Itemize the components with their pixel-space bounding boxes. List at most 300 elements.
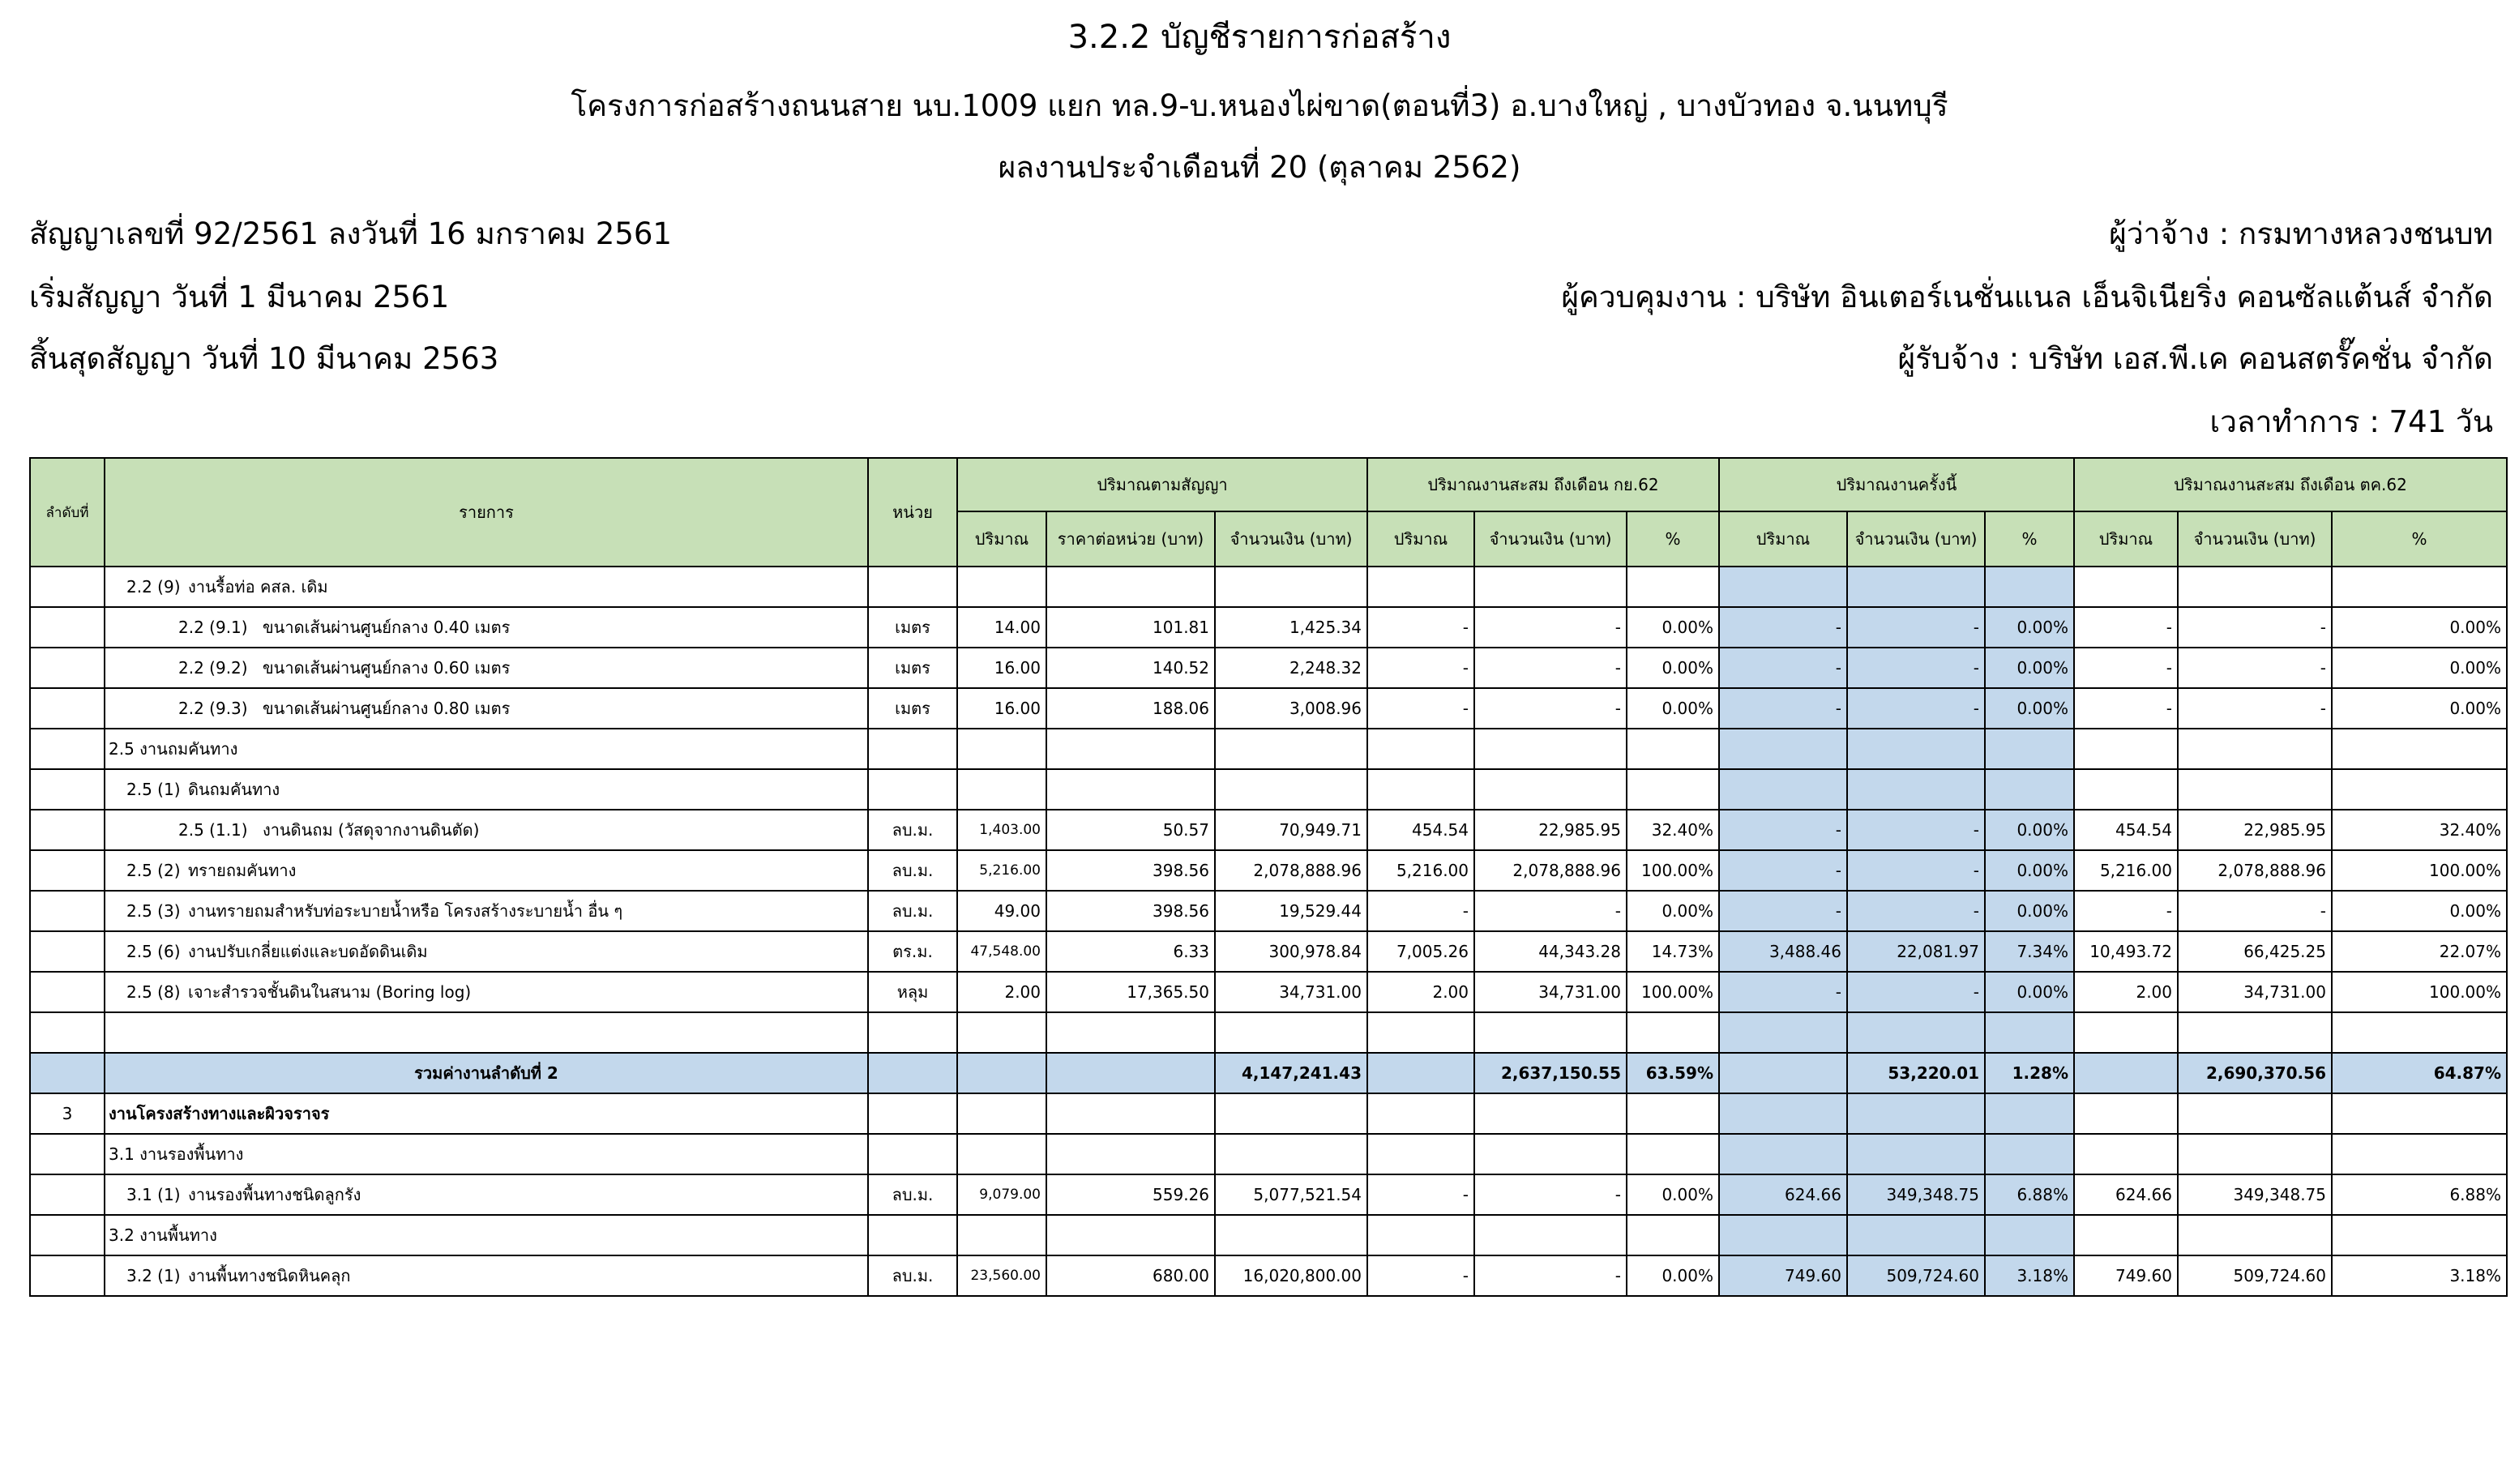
item-code: 2.2 (9)	[126, 577, 181, 597]
item-text: งานทรายถมสำหรับท่อระบายน้ำหรือ โครงสร้างระบายน้ำ อื่น ๆ	[188, 901, 623, 921]
c-amt-cell	[1216, 770, 1368, 810]
row-number	[29, 851, 105, 892]
c-amt-cell: 70,949.71	[1216, 810, 1368, 851]
item-text: ทรายถมคันทาง	[188, 861, 297, 880]
c-amt-cell	[1216, 1135, 1368, 1175]
n-qty-cell: 749.60	[1720, 1256, 1848, 1297]
c-qty-cell	[958, 1216, 1047, 1256]
n-amt-cell: 509,724.60	[1848, 1256, 1986, 1297]
s-amt-cell: -	[2179, 648, 2333, 689]
n-amt-cell	[1848, 1013, 1986, 1054]
row-number	[29, 810, 105, 851]
unit-cell: เมตร	[869, 689, 958, 729]
row-number	[29, 1175, 105, 1216]
unit-cell: ตร.ม.	[869, 932, 958, 973]
n-qty-cell: -	[1720, 689, 1848, 729]
item-text: งานดินถม (วัสดุจากงานดินตัด)	[263, 820, 480, 840]
n-pct-cell	[1986, 770, 2075, 810]
s-pct-cell	[2333, 1013, 2508, 1054]
item-code: 3.1 (1)	[126, 1185, 181, 1204]
header-qty: ปริมาณ	[2075, 512, 2179, 567]
item-text: เจาะสำรวจชั้นดินในสนาม (Boring log)	[188, 982, 472, 1002]
n-qty-cell	[1720, 1013, 1848, 1054]
item-text: ดินถมคันทาง	[188, 780, 280, 799]
p-qty-cell: -	[1368, 1256, 1475, 1297]
item-description	[105, 648, 869, 689]
unit-cell: เมตร	[869, 608, 958, 648]
header-amount: จำนวนเงิน (บาท)	[1848, 512, 1986, 567]
document-title: 3.2.2 บัญชีรายการก่อสร้าง	[1067, 19, 1452, 56]
header-no: ลำดับที่	[29, 457, 105, 567]
p-qty-cell	[1368, 1216, 1475, 1256]
project-title: โครงการก่อสร้างถนนสาย นบ.1009 แยก ทล.9-บ.หนองไผ่ขาด(ตอนที่3) อ.บางใหญ่ , บางบัวทอง จ.นนทบุรี	[571, 88, 1948, 123]
row-number	[29, 648, 105, 689]
n-pct-cell: 0.00%	[1986, 892, 2075, 932]
header-pct: %	[1627, 512, 1720, 567]
n-amt-cell: -	[1848, 608, 1986, 648]
s-qty-cell: 454.54	[2075, 810, 2179, 851]
n-pct-cell	[1986, 1094, 2075, 1135]
item-text: 3.1 งานรองพื้นทาง	[109, 1144, 244, 1164]
header-amount: จำนวนเงิน (บาท)	[2179, 512, 2333, 567]
n-amt-cell: 22,081.97	[1848, 932, 1986, 973]
working-duration: เวลาทำการ : 741 วัน	[2209, 404, 2493, 439]
supervisor: ผู้ควบคุมงาน : บริษัท อินเตอร์เนชั่นแนล เอ็นจิเนียริ่ง คอนซัลแต้นส์ จำกัด	[1561, 280, 2493, 314]
n-amt-cell	[1848, 1216, 1986, 1256]
item-description	[105, 1135, 869, 1175]
n-amt-cell: -	[1848, 689, 1986, 729]
s-pct-cell	[2333, 1216, 2508, 1256]
n-pct-cell: 0.00%	[1986, 973, 2075, 1013]
header-pct: %	[1986, 512, 2075, 567]
contract-number: สัญญาเลขที่ 92/2561 ลงวันที่ 16 มกราคม 2561	[29, 216, 672, 251]
p-qty-cell	[1368, 567, 1475, 608]
n-amt-cell: -	[1848, 973, 1986, 1013]
row-number	[29, 1256, 105, 1297]
employer: ผู้ว่าจ้าง : กรมทางหลวงชนบท	[2109, 216, 2493, 251]
row-number	[29, 973, 105, 1013]
c-price-cell: 680.00	[1047, 1256, 1216, 1297]
p-pct-cell: 100.00%	[1627, 851, 1720, 892]
s-amt-cell	[2179, 1216, 2333, 1256]
c-price-cell	[1047, 1013, 1216, 1054]
n-pct-cell: 0.00%	[1986, 648, 2075, 689]
header-qty: ปริมาณ	[958, 512, 1047, 567]
item-description	[105, 851, 869, 892]
c-qty-cell: 14.00	[958, 608, 1047, 648]
unit-cell	[869, 1094, 958, 1135]
c-amt-cell	[1216, 567, 1368, 608]
n-qty-cell: 3,488.46	[1720, 932, 1848, 973]
s-pct-cell: 0.00%	[2333, 892, 2508, 932]
s-amt-cell	[2179, 567, 2333, 608]
item-description	[105, 892, 869, 932]
item-description	[105, 729, 869, 770]
p-amt-cell: 22,985.95	[1475, 810, 1627, 851]
header-pct: %	[2333, 512, 2508, 567]
header-unit: หน่วย	[869, 457, 958, 567]
p-pct-cell: 32.40%	[1627, 810, 1720, 851]
item-description	[105, 689, 869, 729]
s-qty-cell: 624.66	[2075, 1175, 2179, 1216]
c-price-cell: 188.06	[1047, 689, 1216, 729]
s-qty-cell: 749.60	[2075, 1256, 2179, 1297]
unit-cell: ลบ.ม.	[869, 1175, 958, 1216]
c-price-cell	[1047, 770, 1216, 810]
p-pct-cell: 0.00%	[1627, 608, 1720, 648]
item-description	[105, 608, 869, 648]
p-amt-cell	[1475, 1135, 1627, 1175]
p-amt-cell: -	[1475, 648, 1627, 689]
s-qty-cell	[2075, 770, 2179, 810]
c-qty-cell	[958, 567, 1047, 608]
n-amt-cell: -	[1848, 892, 1986, 932]
item-code: 2.5 (8)	[126, 982, 181, 1002]
n-amt-cell	[1848, 1135, 1986, 1175]
n-qty-cell	[1720, 770, 1848, 810]
s-pct-cell: 32.40%	[2333, 810, 2508, 851]
p-amt-cell	[1475, 1013, 1627, 1054]
s-amt-cell: 34,731.00	[2179, 973, 2333, 1013]
unit-cell	[869, 729, 958, 770]
s-amt-cell: -	[2179, 689, 2333, 729]
p-pct-cell	[1627, 1135, 1720, 1175]
unit-cell	[869, 567, 958, 608]
n-amt-cell	[1848, 567, 1986, 608]
c-amt-cell: 2,248.32	[1216, 648, 1368, 689]
s-pct-cell: 6.88%	[2333, 1175, 2508, 1216]
s-qty-cell: 2.00	[2075, 973, 2179, 1013]
item-code: 2.5 (2)	[126, 861, 181, 880]
c-amt-cell: 5,077,521.54	[1216, 1175, 1368, 1216]
p-pct-cell: 100.00%	[1627, 973, 1720, 1013]
item-description	[105, 567, 869, 608]
header-amount: จำนวนเงิน (บาท)	[1475, 512, 1627, 567]
item-description	[105, 1175, 869, 1216]
p-amt-cell: -	[1475, 892, 1627, 932]
n-pct-cell: 6.88%	[1986, 1175, 2075, 1216]
p-qty-cell: -	[1368, 1175, 1475, 1216]
item-code: 2.2 (9.1)	[178, 618, 248, 637]
item-code: 3.2 (1)	[126, 1266, 181, 1285]
c-qty-cell	[958, 1135, 1047, 1175]
p-pct-cell: 0.00%	[1627, 1175, 1720, 1216]
c-amt-cell: 16,020,800.00	[1216, 1256, 1368, 1297]
item-text: งานพื้นทางชนิดหินคลุก	[188, 1266, 351, 1285]
item-description	[105, 1256, 869, 1297]
s-qty-cell: -	[2075, 689, 2179, 729]
contract-start: เริ่มสัญญา วันที่ 1 มีนาคม 2561	[29, 280, 450, 314]
row-number	[29, 608, 105, 648]
c-qty-cell: 2.00	[958, 973, 1047, 1013]
subtotal-s-amt: 2,690,370.56	[2179, 1054, 2333, 1094]
n-qty-cell: -	[1720, 973, 1848, 1013]
p-qty-cell: 2.00	[1368, 973, 1475, 1013]
unit-cell	[869, 1216, 958, 1256]
item-description	[105, 810, 869, 851]
c-price-cell: 101.81	[1047, 608, 1216, 648]
row-number	[29, 1216, 105, 1256]
c-qty-cell: 47,548.00	[958, 932, 1047, 973]
s-amt-cell	[2179, 1135, 2333, 1175]
item-text: งานปรับเกลี่ยแต่งและบดอัดดินเดิม	[188, 942, 428, 961]
p-qty-cell	[1368, 1135, 1475, 1175]
s-amt-cell: 349,348.75	[2179, 1175, 2333, 1216]
n-amt-cell	[1848, 729, 1986, 770]
p-pct-cell	[1627, 567, 1720, 608]
c-price-cell	[1047, 1216, 1216, 1256]
subtotal-empty	[1720, 1054, 1848, 1094]
c-amt-cell: 34,731.00	[1216, 973, 1368, 1013]
s-pct-cell	[2333, 1135, 2508, 1175]
n-pct-cell	[1986, 567, 2075, 608]
item-text: 2.5 งานถมคันทาง	[109, 739, 238, 759]
item-code: 2.5 (3)	[126, 901, 181, 921]
s-qty-cell: 5,216.00	[2075, 851, 2179, 892]
item-description	[105, 1216, 869, 1256]
row-number	[29, 1135, 105, 1175]
row-number: 3	[29, 1094, 105, 1135]
c-amt-cell: 1,425.34	[1216, 608, 1368, 648]
n-qty-cell: -	[1720, 810, 1848, 851]
item-text: ขนาดเส้นผ่านศูนย์กลาง 0.60 เมตร	[263, 658, 511, 678]
subtotal-empty	[1368, 1054, 1475, 1094]
unit-cell	[869, 1013, 958, 1054]
header-cumulative-group: ปริมาณงานสะสม ถึงเดือน ตค.62	[2075, 457, 2508, 512]
s-amt-cell: -	[2179, 608, 2333, 648]
n-qty-cell	[1720, 1094, 1848, 1135]
c-price-cell: 398.56	[1047, 892, 1216, 932]
c-price-cell	[1047, 1135, 1216, 1175]
item-code: 2.5 (1.1)	[178, 820, 248, 840]
n-pct-cell: 0.00%	[1986, 851, 2075, 892]
report-period: ผลงานประจำเดือนที่ 20 (ตุลาคม 2562)	[998, 150, 1521, 185]
item-text: งานรองพื้นทางชนิดลูกรัง	[188, 1185, 361, 1204]
subtotal-n-amt: 53,220.01	[1848, 1054, 1986, 1094]
subtotal-s-pct: 64.87%	[2333, 1054, 2508, 1094]
n-qty-cell	[1720, 1135, 1848, 1175]
header-qty: ปริมาณ	[1720, 512, 1848, 567]
p-pct-cell: 0.00%	[1627, 648, 1720, 689]
s-pct-cell: 100.00%	[2333, 851, 2508, 892]
row-number	[29, 689, 105, 729]
p-amt-cell: -	[1475, 608, 1627, 648]
s-amt-cell	[2179, 770, 2333, 810]
s-qty-cell	[2075, 1013, 2179, 1054]
subtotal-p-pct: 63.59%	[1627, 1054, 1720, 1094]
n-pct-cell: 0.00%	[1986, 689, 2075, 729]
c-price-cell: 140.52	[1047, 648, 1216, 689]
item-text: 3.2 งานพื้นทาง	[109, 1225, 217, 1245]
n-qty-cell	[1720, 729, 1848, 770]
subtotal-p-amt: 2,637,150.55	[1475, 1054, 1627, 1094]
s-qty-cell	[2075, 1135, 2179, 1175]
header-previous-group: ปริมาณงานสะสม ถึงเดือน กย.62	[1368, 457, 1720, 512]
p-qty-cell: -	[1368, 689, 1475, 729]
p-pct-cell	[1627, 1013, 1720, 1054]
unit-cell: หลุม	[869, 973, 958, 1013]
c-amt-cell: 2,078,888.96	[1216, 851, 1368, 892]
c-price-cell: 6.33	[1047, 932, 1216, 973]
item-description	[105, 1013, 869, 1054]
p-pct-cell: 0.00%	[1627, 1256, 1720, 1297]
c-qty-cell: 16.00	[958, 648, 1047, 689]
s-pct-cell	[2333, 1094, 2508, 1135]
p-amt-cell	[1475, 729, 1627, 770]
s-pct-cell: 100.00%	[2333, 973, 2508, 1013]
c-amt-cell: 300,978.84	[1216, 932, 1368, 973]
item-code: 2.2 (9.3)	[178, 699, 248, 718]
unit-cell: ลบ.ม.	[869, 851, 958, 892]
s-amt-cell: 22,985.95	[2179, 810, 2333, 851]
row-number	[29, 567, 105, 608]
p-pct-cell: 0.00%	[1627, 689, 1720, 729]
item-description	[105, 932, 869, 973]
s-qty-cell: -	[2075, 648, 2179, 689]
item-description	[105, 770, 869, 810]
s-qty-cell: 10,493.72	[2075, 932, 2179, 973]
subtotal-empty	[958, 1054, 1047, 1094]
p-qty-cell: -	[1368, 608, 1475, 648]
c-price-cell: 50.57	[1047, 810, 1216, 851]
n-qty-cell: -	[1720, 648, 1848, 689]
s-pct-cell	[2333, 729, 2508, 770]
s-amt-cell: 66,425.25	[2179, 932, 2333, 973]
s-pct-cell: 22.07%	[2333, 932, 2508, 973]
p-pct-cell	[1627, 1094, 1720, 1135]
p-amt-cell	[1475, 1094, 1627, 1135]
subtotal-empty	[1047, 1054, 1216, 1094]
unit-cell: เมตร	[869, 648, 958, 689]
p-qty-cell	[1368, 729, 1475, 770]
s-qty-cell	[2075, 1094, 2179, 1135]
unit-cell	[869, 770, 958, 810]
n-pct-cell	[1986, 1216, 2075, 1256]
p-amt-cell: -	[1475, 689, 1627, 729]
p-amt-cell: -	[1475, 1256, 1627, 1297]
c-qty-cell	[958, 1094, 1047, 1135]
unit-cell	[869, 1135, 958, 1175]
c-amt-cell	[1216, 1094, 1368, 1135]
n-pct-cell: 0.00%	[1986, 608, 2075, 648]
row-number	[29, 729, 105, 770]
header-contract-group: ปริมาณตามสัญญา	[958, 457, 1368, 512]
s-amt-cell	[2179, 1094, 2333, 1135]
c-price-cell: 17,365.50	[1047, 973, 1216, 1013]
contract-end: สิ้นสุดสัญญา วันที่ 10 มีนาคม 2563	[29, 341, 499, 376]
subtotal-label: รวมค่างานลำดับที่ 2	[105, 1054, 869, 1094]
c-amt-cell: 3,008.96	[1216, 689, 1368, 729]
item-code: 2.5 (1)	[126, 780, 181, 799]
c-price-cell	[1047, 729, 1216, 770]
s-qty-cell	[2075, 1216, 2179, 1256]
s-pct-cell: 0.00%	[2333, 648, 2508, 689]
p-amt-cell	[1475, 1216, 1627, 1256]
s-amt-cell: -	[2179, 892, 2333, 932]
contractor: ผู้รับจ้าง : บริษัท เอส.พี.เค คอนสตรั๊คชั่น จำกัด	[1897, 341, 2493, 376]
header-current-group: ปริมาณงานครั้งนี้	[1720, 457, 2075, 512]
p-pct-cell	[1627, 770, 1720, 810]
p-amt-cell: 2,078,888.96	[1475, 851, 1627, 892]
p-amt-cell	[1475, 567, 1627, 608]
subtotal-n-pct: 1.28%	[1986, 1054, 2075, 1094]
c-qty-cell	[958, 1013, 1047, 1054]
row-number	[29, 932, 105, 973]
p-qty-cell	[1368, 770, 1475, 810]
p-pct-cell	[1627, 729, 1720, 770]
subtotal-unit	[869, 1054, 958, 1094]
s-pct-cell	[2333, 770, 2508, 810]
unit-cell: ลบ.ม.	[869, 1256, 958, 1297]
s-pct-cell: 0.00%	[2333, 689, 2508, 729]
n-amt-cell: 349,348.75	[1848, 1175, 1986, 1216]
s-pct-cell: 3.18%	[2333, 1256, 2508, 1297]
header-item: รายการ	[105, 457, 869, 567]
n-qty-cell	[1720, 1216, 1848, 1256]
p-qty-cell: -	[1368, 648, 1475, 689]
row-number	[29, 892, 105, 932]
s-amt-cell: 509,724.60	[2179, 1256, 2333, 1297]
row-number	[29, 1013, 105, 1054]
n-amt-cell: -	[1848, 810, 1986, 851]
c-amt-cell	[1216, 1013, 1368, 1054]
c-qty-cell	[958, 770, 1047, 810]
p-pct-cell: 14.73%	[1627, 932, 1720, 973]
c-price-cell	[1047, 567, 1216, 608]
item-text: งานรื้อท่อ คสล. เดิม	[188, 577, 328, 597]
c-price-cell: 398.56	[1047, 851, 1216, 892]
n-qty-cell: 624.66	[1720, 1175, 1848, 1216]
unit-cell: ลบ.ม.	[869, 810, 958, 851]
n-qty-cell: -	[1720, 608, 1848, 648]
n-pct-cell	[1986, 1135, 2075, 1175]
p-qty-cell	[1368, 1013, 1475, 1054]
n-pct-cell: 0.00%	[1986, 810, 2075, 851]
p-pct-cell: 0.00%	[1627, 892, 1720, 932]
item-code: 2.2 (9.2)	[178, 658, 248, 678]
p-qty-cell	[1368, 1094, 1475, 1135]
c-qty-cell: 49.00	[958, 892, 1047, 932]
n-qty-cell	[1720, 567, 1848, 608]
subtotal-c-amt: 4,147,241.43	[1216, 1054, 1368, 1094]
s-pct-cell	[2333, 567, 2508, 608]
c-qty-cell: 9,079.00	[958, 1175, 1047, 1216]
n-amt-cell	[1848, 1094, 1986, 1135]
p-pct-cell	[1627, 1216, 1720, 1256]
n-amt-cell: -	[1848, 851, 1986, 892]
p-qty-cell: 7,005.26	[1368, 932, 1475, 973]
unit-cell: ลบ.ม.	[869, 892, 958, 932]
c-qty-cell: 23,560.00	[958, 1256, 1047, 1297]
item-text: ขนาดเส้นผ่านศูนย์กลาง 0.40 เมตร	[263, 618, 511, 637]
n-pct-cell	[1986, 1013, 2075, 1054]
c-price-cell	[1047, 1094, 1216, 1135]
s-qty-cell: -	[2075, 608, 2179, 648]
p-amt-cell: -	[1475, 1175, 1627, 1216]
p-qty-cell: 5,216.00	[1368, 851, 1475, 892]
item-description	[105, 1094, 869, 1135]
c-price-cell: 559.26	[1047, 1175, 1216, 1216]
row-number	[29, 770, 105, 810]
n-pct-cell: 7.34%	[1986, 932, 2075, 973]
header-unit-price: ราคาต่อหน่วย (บาท)	[1047, 512, 1216, 567]
n-pct-cell	[1986, 729, 2075, 770]
c-amt-cell: 19,529.44	[1216, 892, 1368, 932]
s-pct-cell: 0.00%	[2333, 608, 2508, 648]
c-qty-cell	[958, 729, 1047, 770]
item-text: งานโครงสร้างทางและผิวจราจร	[109, 1104, 330, 1123]
item-text: ขนาดเส้นผ่านศูนย์กลาง 0.80 เมตร	[263, 699, 511, 718]
